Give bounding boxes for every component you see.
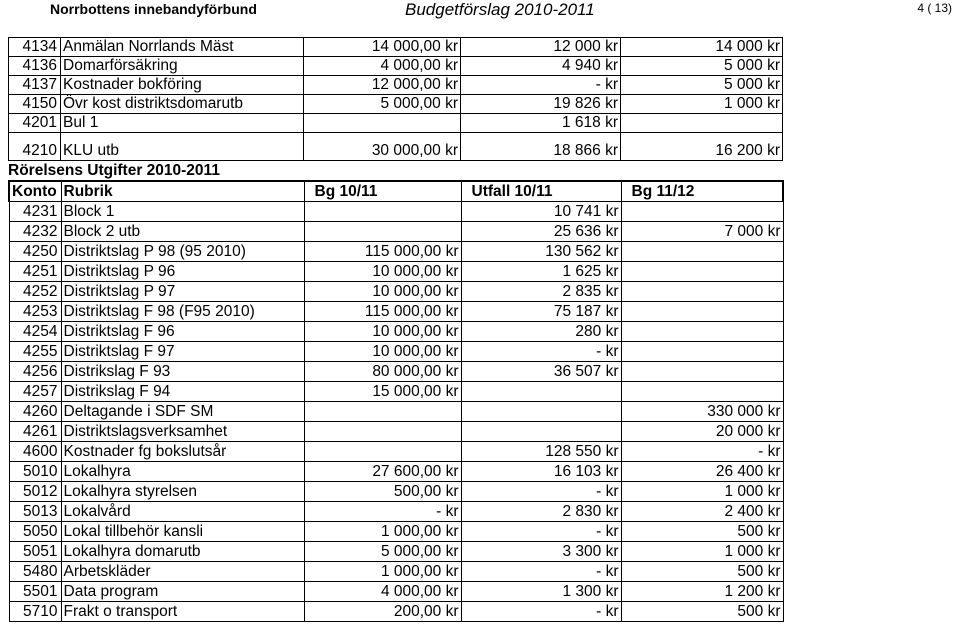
cell-bg: 10 000,00 kr (304, 282, 461, 302)
table-row (9, 382, 783, 402)
cell-rubrik: Kostnader bokföring (61, 76, 304, 95)
cell-konto: 5051 (9, 542, 61, 562)
cell-bg-next (621, 262, 783, 282)
cell-bg-next (621, 382, 783, 402)
cell-bg: 5 000,00 kr (304, 95, 461, 114)
table-row (9, 282, 783, 302)
cell-bg-next (621, 322, 783, 342)
cell-bg (304, 402, 461, 422)
cell-bg-next: - kr (621, 442, 783, 462)
section-title: Rörelsens Utgifter 2010-2011 (8, 161, 220, 179)
cell-utfall: - kr (461, 76, 621, 95)
table-row (9, 262, 783, 282)
table-row (9, 114, 783, 133)
cell-utfall: 12 000 kr (461, 38, 621, 57)
table-row (9, 95, 783, 114)
cell-bg: 500,00 kr (304, 482, 461, 502)
cell-bg-next: 5 000 kr (621, 76, 783, 95)
cell-bg-next: 5 000 kr (621, 57, 783, 76)
cell-utfall (461, 402, 621, 422)
cell-bg: 1 000,00 kr (304, 522, 461, 542)
cell-rubrik: Övr kost distriktsdomarutb (61, 95, 304, 114)
cell-rubrik: Lokalhyra styrelsen (61, 482, 304, 502)
cell-utfall: 128 550 kr (461, 442, 621, 462)
cell-konto: 4137 (9, 76, 61, 95)
table-row (9, 362, 783, 382)
cell-rubrik: Kostnader fg bokslutsår (61, 442, 304, 462)
cell-rubrik: Domarförsäkring (61, 57, 304, 76)
cell-bg-next: 26 400 kr (621, 462, 783, 482)
page-number: 4 ( 13) (917, 1, 952, 15)
cell-konto: 5012 (9, 482, 61, 502)
cell-rubrik: Lokal tillbehör kansli (61, 522, 304, 542)
table-row (9, 242, 783, 262)
document-title: Budgetförslag 2010-2011 (405, 0, 595, 19)
cell-rubrik: Deltagande i SDF SM (61, 402, 304, 422)
cell-bg-next (621, 282, 783, 302)
cell-utfall: 130 562 kr (461, 242, 621, 262)
cell-utfall: - kr (461, 342, 621, 362)
cell-konto: 4136 (9, 57, 61, 76)
cell-utfall: 4 940 kr (461, 57, 621, 76)
cell-bg-next: 500 kr (621, 562, 783, 582)
cell-konto: 5010 (9, 462, 61, 482)
table-row (9, 402, 783, 422)
cell-utfall: - kr (461, 482, 621, 502)
table-row (9, 222, 783, 242)
cell-bg: 4 000,00 kr (304, 582, 461, 602)
cell-bg-next: 330 000 kr (621, 402, 783, 422)
table-row (9, 302, 783, 322)
cell-rubrik: Arbetskläder (61, 562, 304, 582)
cell-rubrik: Lokalhyra (61, 462, 304, 482)
cell-konto: 4260 (9, 402, 61, 422)
table-row (9, 342, 783, 362)
cell-konto: 4261 (9, 422, 61, 442)
table-row (9, 422, 783, 442)
cell-konto: 4201 (9, 114, 61, 133)
cell-konto: 4252 (9, 282, 61, 302)
table-row (9, 442, 783, 462)
cell-konto: 4231 (9, 202, 61, 222)
table-row (9, 562, 783, 582)
cell-bg (304, 442, 461, 462)
cell-bg: 14 000,00 kr (304, 38, 461, 57)
table-row (9, 142, 783, 161)
cell-konto: 4253 (9, 302, 61, 322)
cell-utfall: 1 300 kr (461, 582, 621, 602)
table-row (9, 502, 783, 522)
column-headers (9, 181, 783, 202)
cell-bg-next (621, 202, 783, 222)
table-row (9, 202, 783, 222)
cell-rubrik: Distriktslag P 96 (61, 262, 304, 282)
cell-konto: 4255 (9, 342, 61, 362)
cell-bg: 15 000,00 kr (304, 382, 461, 402)
cell-bg-next: 7 000 kr (621, 222, 783, 242)
cell-bg: 10 000,00 kr (304, 262, 461, 282)
cell-bg: - kr (304, 502, 461, 522)
spacer-row (9, 133, 783, 143)
table-row (9, 38, 783, 57)
table-row (9, 542, 783, 562)
table-row (9, 76, 783, 95)
budget-sheet (8, 37, 782, 622)
cell-rubrik: Distrikslag F 94 (61, 382, 304, 402)
cell-bg-next: 20 000 kr (621, 422, 783, 442)
cell-utfall: 3 300 kr (461, 542, 621, 562)
cell-utfall (461, 422, 621, 442)
cell-konto: 4150 (9, 95, 61, 114)
cell-rubrik: Frakt o transport (61, 602, 304, 622)
cell-konto: 5710 (9, 602, 61, 622)
cell-utfall: 36 507 kr (461, 362, 621, 382)
cell-utfall: 1 625 kr (461, 262, 621, 282)
cell-utfall: 25 636 kr (461, 222, 621, 242)
cell-rubrik: Anmälan Norrlands Mäst (61, 38, 304, 57)
cell-utfall (461, 382, 621, 402)
cell-konto: 4251 (9, 262, 61, 282)
cell-bg-next: 1 200 kr (621, 582, 783, 602)
cell-rubrik: Block 1 (61, 202, 304, 222)
cell-bg: 115 000,00 kr (304, 242, 461, 262)
cell-utfall: 1 618 kr (461, 114, 621, 133)
cell-utfall: 280 kr (461, 322, 621, 342)
column-header-rubrik: Rubrik (61, 181, 304, 202)
cell-rubrik: Lokalvård (61, 502, 304, 522)
cell-utfall: 18 866 kr (461, 142, 621, 161)
table-row (9, 322, 783, 342)
column-header-utfall: Utfall 10/11 (461, 181, 621, 202)
cell-konto: 4600 (9, 442, 61, 462)
cell-rubrik: Distriktslag F 97 (61, 342, 304, 362)
cell-utfall: 10 741 kr (461, 202, 621, 222)
cell-utfall: 2 835 kr (461, 282, 621, 302)
cell-bg-next (621, 114, 783, 133)
cell-rubrik: Distriktslag F 96 (61, 322, 304, 342)
cell-bg-next: 16 200 kr (621, 142, 783, 161)
column-header-bg-next: Bg 11/12 (621, 181, 783, 202)
cell-bg-next: 2 400 kr (621, 502, 783, 522)
cell-utfall: 16 103 kr (461, 462, 621, 482)
cell-bg: 10 000,00 kr (304, 322, 461, 342)
column-header-bg: Bg 10/11 (304, 181, 461, 202)
cell-bg: 80 000,00 kr (304, 362, 461, 382)
cell-utfall: - kr (461, 602, 621, 622)
column-header-konto: Konto (9, 181, 61, 202)
cell-bg: 10 000,00 kr (304, 342, 461, 362)
cell-konto: 5013 (9, 502, 61, 522)
cell-bg: 200,00 kr (304, 602, 461, 622)
cell-bg-next (621, 302, 783, 322)
cell-bg-next: 1 000 kr (621, 542, 783, 562)
cell-rubrik: Bul 1 (61, 114, 304, 133)
cell-konto: 5050 (9, 522, 61, 542)
cell-rubrik: Distrikslag F 93 (61, 362, 304, 382)
table-row (9, 522, 783, 542)
cell-bg (304, 202, 461, 222)
expenses-table (8, 180, 784, 622)
cell-bg: 27 600,00 kr (304, 462, 461, 482)
cell-bg-next (621, 242, 783, 262)
cell-konto: 4254 (9, 322, 61, 342)
cell-konto: 4210 (9, 142, 61, 161)
cell-rubrik: Distriktslagsverksamhet (61, 422, 304, 442)
cell-bg: 30 000,00 kr (304, 142, 461, 161)
organization-name: Norrbottens innebandyförbund (50, 1, 257, 17)
cell-bg: 12 000,00 kr (304, 76, 461, 95)
cell-bg: 115 000,00 kr (304, 302, 461, 322)
cell-konto: 4256 (9, 362, 61, 382)
table-row (9, 57, 783, 76)
cell-rubrik: Data program (61, 582, 304, 602)
table-row (9, 462, 783, 482)
cell-utfall: 19 826 kr (461, 95, 621, 114)
cell-bg (304, 114, 461, 133)
table-row (9, 482, 783, 502)
cell-konto: 5480 (9, 562, 61, 582)
cell-rubrik: Distriktslag P 97 (61, 282, 304, 302)
cell-konto: 4257 (9, 382, 61, 402)
top-table (8, 37, 783, 161)
cell-bg-next: 1 000 kr (621, 482, 783, 502)
cell-konto: 5501 (9, 582, 61, 602)
table-row (9, 602, 783, 622)
section-title-table (8, 161, 782, 180)
table-row (9, 582, 783, 602)
cell-utfall: 2 830 kr (461, 502, 621, 522)
cell-rubrik: Distriktslag P 98 (95 2010) (61, 242, 304, 262)
cell-bg-next: 500 kr (621, 602, 783, 622)
cell-bg-next: 500 kr (621, 522, 783, 542)
cell-rubrik: Distriktslag F 98 (F95 2010) (61, 302, 304, 322)
cell-bg (304, 422, 461, 442)
cell-bg: 5 000,00 kr (304, 542, 461, 562)
cell-utfall: - kr (461, 522, 621, 542)
cell-utfall: - kr (461, 562, 621, 582)
cell-bg-next (621, 342, 783, 362)
cell-utfall: 75 187 kr (461, 302, 621, 322)
cell-konto: 4134 (9, 38, 61, 57)
cell-bg (304, 222, 461, 242)
cell-konto: 4232 (9, 222, 61, 242)
cell-bg-next: 1 000 kr (621, 95, 783, 114)
cell-rubrik: KLU utb (61, 142, 304, 161)
cell-bg-next (621, 362, 783, 382)
cell-bg-next: 14 000 kr (621, 38, 783, 57)
cell-konto: 4250 (9, 242, 61, 262)
cell-bg: 4 000,00 kr (304, 57, 461, 76)
page-header (0, 0, 960, 26)
cell-rubrik: Block 2 utb (61, 222, 304, 242)
cell-rubrik: Lokalhyra domarutb (61, 542, 304, 562)
cell-bg: 1 000,00 kr (304, 562, 461, 582)
